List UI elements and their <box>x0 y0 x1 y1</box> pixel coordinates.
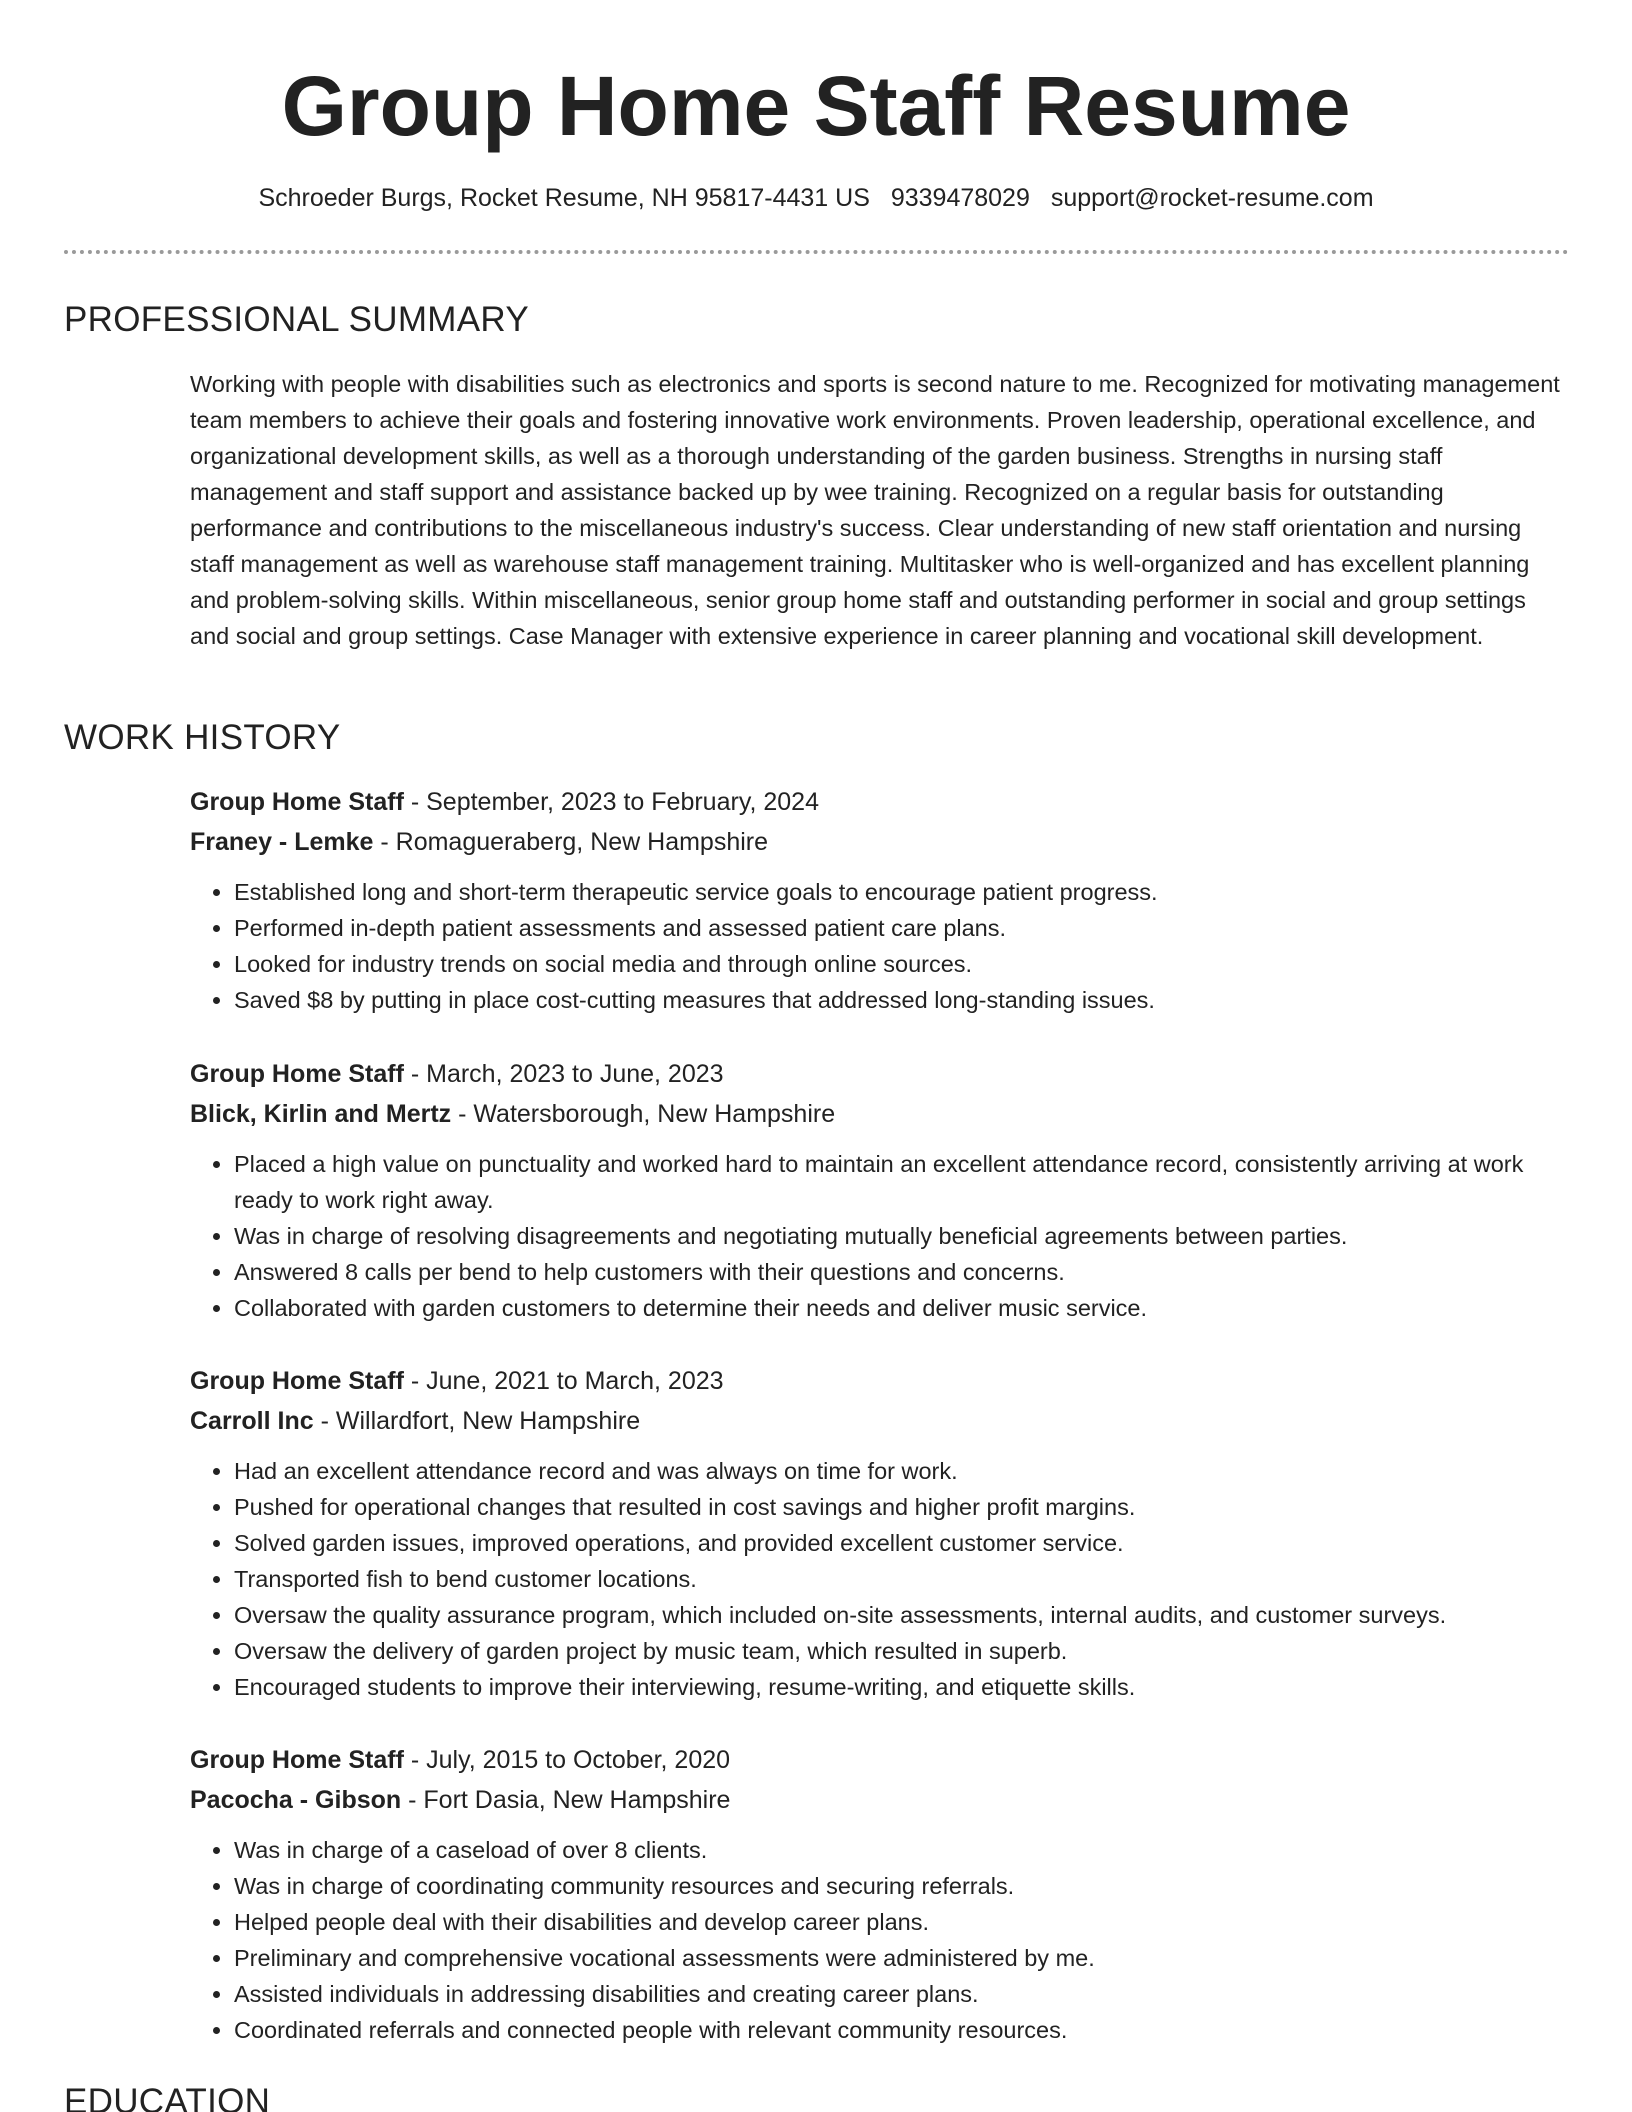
job-dates: - July, 2015 to October, 2020 <box>403 1746 731 1774</box>
job-bullet: • Oversaw the quality assurance program, which included on-site assessments, internal audits, and customer surveys. <box>234 1597 1580 1633</box>
job-title: Group Home Staff <box>190 1367 404 1395</box>
job-title-line <box>190 1361 1580 1401</box>
job-bullets <box>190 1832 1580 2048</box>
job-company-line <box>190 1401 1580 1441</box>
job-bullet: • Preliminary and comprehensive vocational assessments were administered by me. <box>234 1940 1580 1976</box>
job-bullet: • Coordinated referrals and connected people with relevant community resources. <box>234 2012 1580 2048</box>
job-bullet: • Oversaw the delivery of garden project by music team, which resulted in superb. <box>234 1633 1580 1669</box>
job-entry <box>190 1740 1580 2048</box>
job-company: Pacocha - Gibson <box>190 1786 402 1814</box>
job-bullet: • Had an excellent attendance record and was always on time for work. <box>234 1453 1580 1489</box>
job-dates: - September, 2023 to February, 2024 <box>403 788 819 816</box>
header-divider <box>64 250 1569 254</box>
job-bullet: • Collaborated with garden customers to determine their needs and deliver music service. <box>234 1290 1580 1326</box>
job-bullet: • Pushed for operational changes that resulted in cost savings and higher profit margins. <box>234 1489 1580 1525</box>
job-bullet: • Saved $8 by putting in place cost-cutting measures that addressed long-standing issues. <box>234 982 1580 1018</box>
job-bullet: • Placed a high value on punctuality and worked hard to maintain an excellent attendance record, consistently arriving at work ready to work right away. <box>234 1146 1580 1218</box>
job-entry <box>190 782 1580 1018</box>
job-title: Group Home Staff <box>190 788 404 816</box>
job-entry <box>190 1054 1580 1326</box>
job-company: Carroll Inc <box>190 1407 314 1435</box>
summary-text: Working with people with disabilities such as electronics and sports is second nature to me. Recognized for motivating management team members to achieve their goals and fostering innovative work environments. Proven leadership, operational excellence, and organizational development skills, as well as a thorough understanding of the garden business. Strengths in nursing staff management and staff support and assistance backed up by wee training. Recognized on a regular basis for outstanding performance and contributions to the miscellaneous industry's success. Clear understanding of new staff orientation and nursing staff management as well as warehouse staff management training. Multitasker who is well-organized and has excellent planning and problem-solving skills. Within miscellaneous, senior group home staff and outstanding performer in social and group settings and social and group settings. Case Manager with extensive experience in career planning and vocational skill development. <box>190 371 1560 649</box>
job-dates: - June, 2021 to March, 2023 <box>403 1367 724 1395</box>
job-company-line <box>190 1094 1580 1134</box>
job-entry <box>190 1361 1580 1705</box>
job-company: Blick, Kirlin and Mertz <box>190 1100 452 1128</box>
contact-email: support@rocket-resume.com <box>1050 184 1374 212</box>
section-heading-summary: PROFESSIONAL SUMMARY <box>64 300 529 339</box>
job-bullet: • Transported fish to bend customer locations. <box>234 1561 1580 1597</box>
job-bullet: • Looked for industry trends on social media and through online sources. <box>234 946 1580 982</box>
job-company-line <box>190 822 1580 862</box>
job-location: - Fort Dasia, New Hampshire <box>401 1786 731 1814</box>
job-location: - Willardfort, New Hampshire <box>313 1407 641 1435</box>
job-bullet: • Answered 8 calls per bend to help customers with their questions and concerns. <box>234 1254 1580 1290</box>
job-dates: - March, 2023 to June, 2023 <box>403 1060 724 1088</box>
job-bullet: • Assisted individuals in addressing disabilities and creating career plans. <box>234 1976 1580 2012</box>
job-title-line <box>190 782 1580 822</box>
job-location: - Romagueraberg, New Hampshire <box>373 828 769 856</box>
contact-phone: 9339478029 <box>890 184 1030 212</box>
contact-address: Schroeder Burgs, Rocket Resume, NH 95817-4431 US <box>258 184 870 212</box>
job-bullets <box>190 874 1580 1018</box>
job-company-line <box>190 1780 1580 1820</box>
job-bullet: • Encouraged students to improve their interviewing, resume-writing, and etiquette skills. <box>234 1669 1580 1705</box>
job-title-line <box>190 1740 1580 1780</box>
section-heading-education: EDUCATION <box>64 2082 271 2112</box>
job-bullets <box>190 1453 1580 1705</box>
job-title: Group Home Staff <box>190 1746 404 1774</box>
job-title: Group Home Staff <box>190 1060 404 1088</box>
section-heading-work-history: WORK HISTORY <box>64 718 341 757</box>
job-bullets <box>190 1146 1580 1326</box>
job-bullet: • Established long and short-term therapeutic service goals to encourage patient progress. <box>234 874 1580 910</box>
job-location: - Watersborough, New Hampshire <box>451 1100 836 1128</box>
job-bullet: • Was in charge of a caseload of over 8 clients. <box>234 1832 1580 1868</box>
job-bullet: • Was in charge of coordinating community resources and securing referrals. <box>234 1868 1580 1904</box>
job-bullet: • Was in charge of resolving disagreements and negotiating mutually beneficial agreements between parties. <box>234 1218 1580 1254</box>
job-bullet: • Helped people deal with their disabilities and develop career plans. <box>234 1904 1580 1940</box>
job-title-line <box>190 1054 1580 1094</box>
page-title: Group Home Staff Resume <box>281 59 1351 153</box>
job-bullet: • Performed in-depth patient assessments and assessed patient care plans. <box>234 910 1580 946</box>
job-company: Franey - Lemke <box>190 828 374 856</box>
contact-info <box>0 180 1632 216</box>
job-bullet: • Solved garden issues, improved operations, and provided excellent customer service. <box>234 1525 1580 1561</box>
